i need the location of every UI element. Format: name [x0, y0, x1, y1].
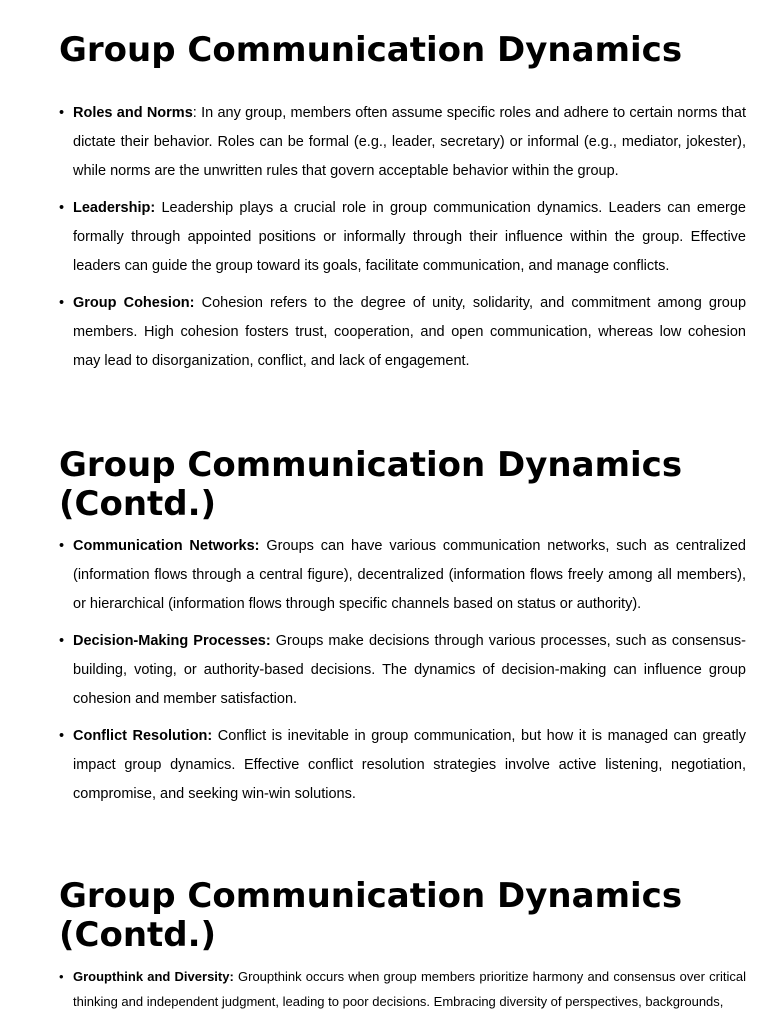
section-title: Group Communication Dynamics (Contd.) — [59, 445, 683, 524]
list-item — [59, 627, 746, 714]
bullet-list — [59, 964, 746, 1022]
item-text: Groupthink occurs when group members prioritize harmony and consensus over critical thinking and independent judgment, leading to poor decisions. Embracing diversity of perspectives, backgrounds, — [73, 969, 746, 1009]
list-item — [59, 194, 746, 281]
item-text: Cohesion refers to the degree of unity, solidarity, and commitment among group members. High cohesion fosters trust, cooperation, and open communication, whereas low cohesion may lead to disorganization, conflict, and lack of engagement. — [73, 295, 747, 369]
item-text: Leadership plays a crucial role in group communication dynamics. Leaders can emerge formally through appointed positions or informally through their influence within the group. Effective leaders can guide the group toward its goals, facilitate communication, and manage conflicts. — [73, 200, 746, 274]
item-term: Conflict Resolution: — [73, 728, 213, 744]
item-text: Conflict is inevitable in group communication, but how it is managed can greatly impact group dynamics. Effective conflict resolution strategies involve active listening, negotiation, compromise, and seeking win-win solutions. — [73, 728, 746, 802]
item-term: Roles and Norms — [73, 105, 193, 121]
section-title: Group Communication Dynamics — [59, 30, 683, 70]
bullet-list — [59, 99, 746, 384]
item-term: Communication Networks: — [73, 538, 260, 554]
item-term: Group Cohesion: — [73, 295, 195, 311]
item-separator — [195, 295, 202, 311]
list-item — [59, 964, 746, 1014]
item-term: Groupthink and Diversity: — [73, 969, 234, 984]
section-title: Group Communication Dynamics (Contd.) — [59, 876, 683, 955]
list-item — [59, 722, 746, 809]
item-term: Leadership: — [73, 200, 156, 216]
bullet-list — [59, 532, 746, 817]
list-item — [59, 99, 746, 186]
item-text: Groups can have various communication networks, such as centralized (information flows through a central figure), decentralized (information flows freely among all members), or hierarchical (information flows through specific channels based on status or authority). — [73, 538, 746, 612]
list-item — [59, 532, 746, 619]
item-text: Groups make decisions through various processes, such as consensus-building, voting, or authority-based decisions. The dynamics of decision-making can influence group cohesion and member satisfaction. — [73, 633, 747, 707]
item-text: In any group, members often assume specific roles and adhere to certain norms that dictate their behavior. Roles can be formal (e.g., leader, secretary) or informal (e.g., mediator, jokester), while norms are the unwritten rules that govern acceptable behavior within the group. — [73, 105, 746, 179]
item-term: Decision-Making Processes: — [73, 633, 271, 649]
item-separator: : — [192, 105, 202, 121]
list-item — [59, 289, 746, 376]
